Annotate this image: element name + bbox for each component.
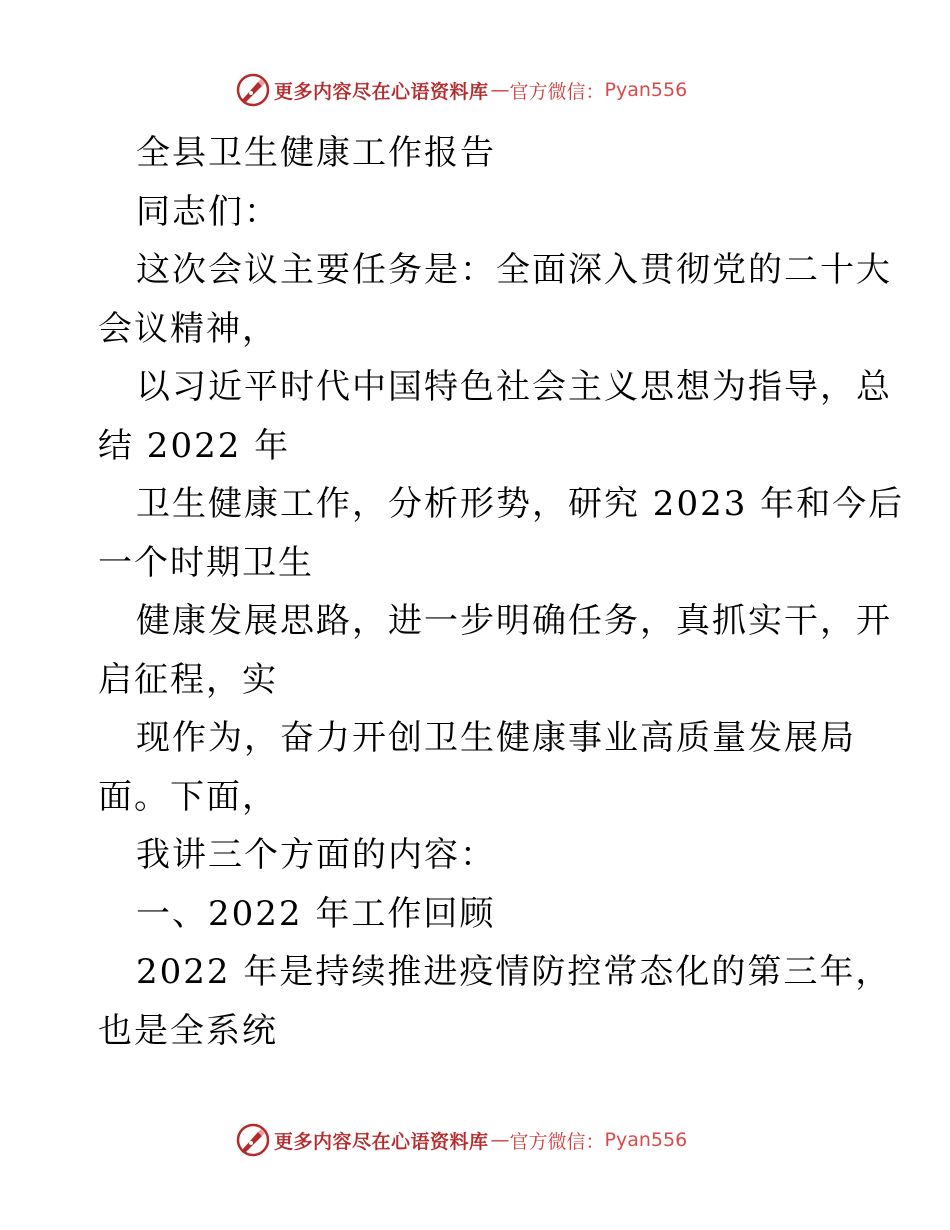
banner-wechat-id: Pyan556 [604,79,688,101]
paragraph-line: 面。下面， [98,776,278,817]
paragraph-line: 启征程，实 [98,659,278,700]
paragraph-line: 会议精神， [98,308,278,349]
paragraph-line: 以习近平时代中国特色社会主义思想为指导，总 [136,367,892,407]
header-banner [236,72,687,108]
footer-banner [236,1122,687,1158]
banner-site-name: 更多内容尽在心语资料库 [274,80,489,103]
paragraph-line: 现作为，奋力开创卫生健康事业高质量发展局 [136,718,856,758]
paragraph-line: 我讲三个方面的内容： [136,835,496,875]
paragraph-line: 健康发展思路，进一步明确任务，真抓实干，开 [136,601,892,641]
pen-logo-icon [236,1123,270,1157]
paragraph-line: 也是全系统 [98,1010,278,1051]
banner-site-name: 更多内容尽在心语资料库 [274,1130,489,1153]
paragraph-line: 这次会议主要任务是：全面深入贯彻党的二十大 [136,250,892,290]
paragraph-line: 2022 年是持续推进疫情防控常态化的第三年， [136,952,892,992]
salutation: 同志们： [136,191,280,232]
banner-separator: — [490,79,510,101]
document-title: 全县卫生健康工作报告 [136,133,496,173]
pen-logo-icon [236,73,270,107]
banner-wechat-id: Pyan556 [604,1129,688,1151]
banner-separator: — [490,1129,510,1151]
paragraph-line: 结 2022 年 [98,425,291,466]
document-body [98,124,905,1060]
banner-wechat-label: 官方微信： [509,80,605,103]
paragraph-line: 一个时期卫生 [98,542,314,583]
section-heading: 一、2022 年工作回顾 [136,893,496,934]
banner-wechat-label: 官方微信： [509,1130,605,1153]
paragraph-line: 卫生健康工作，分析形势，研究 2023 年和今后 [136,484,905,524]
